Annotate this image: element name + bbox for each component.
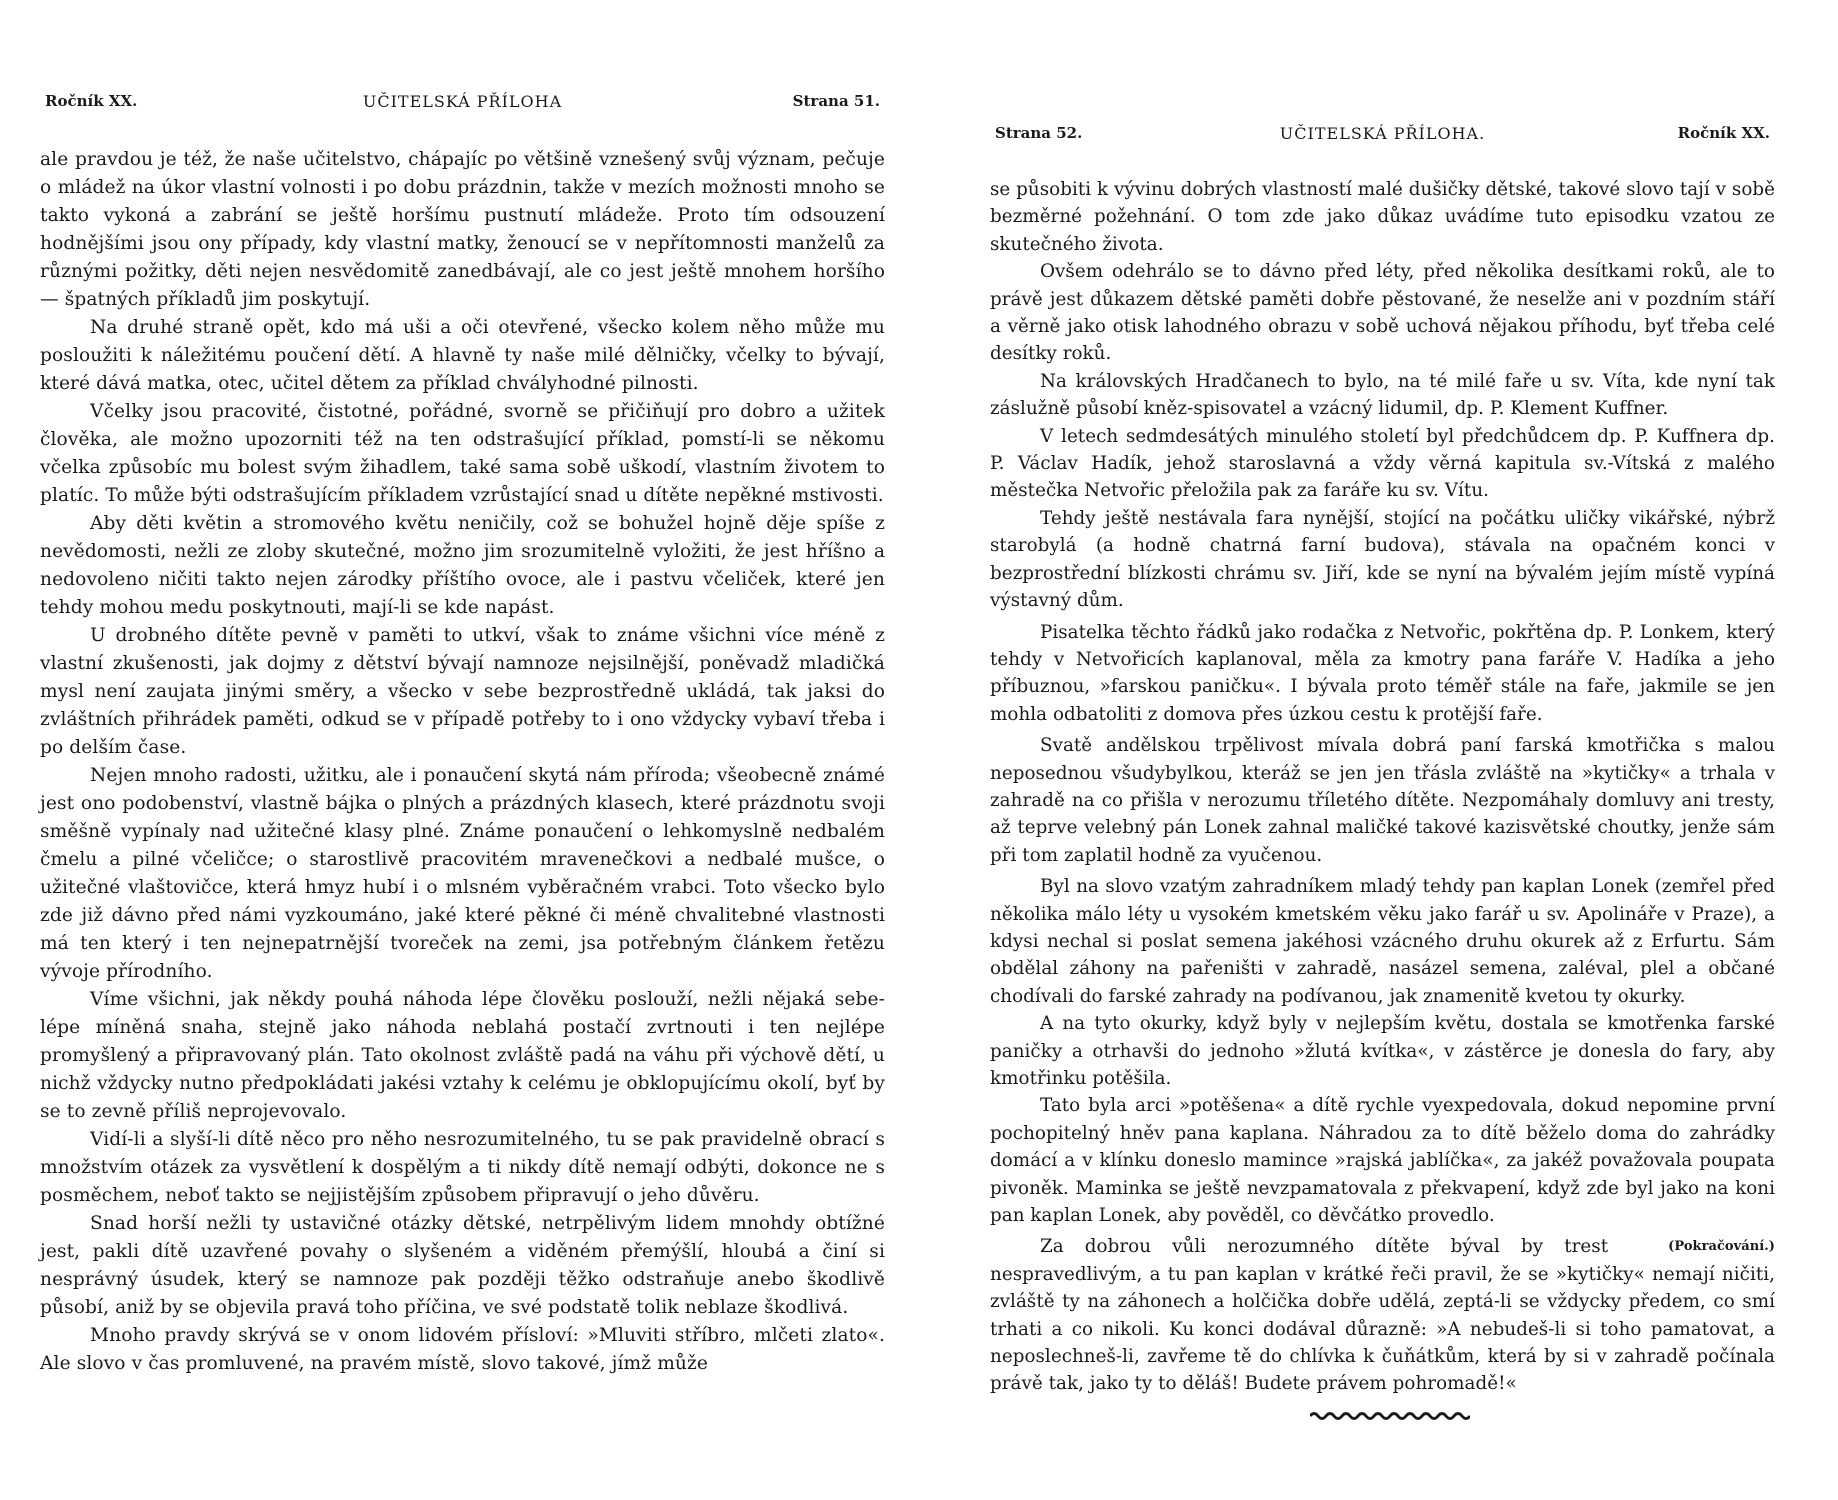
right-page-number: Strana 52. bbox=[995, 124, 1083, 142]
paragraph: Nejen mnoho radosti, užitku, ale i ponaučení skytá nám příroda; všeobecně známé jest ono podobenství, vlastně bájka o plných a prázdných klasech, které prázdnotu svoji směšně vypínaly nad užitečné klasy plné. Známe ponaučení o lehkomyslně nedbalém čmelu a pilné včeličce; o starostlivě pracovitém mravenečkovi a nedbalé mušce, o užitečné vlaštovičce, která hmyz hubí i o mlsném vyběračném vrabci. Toto všecko bylo zde již dávno před námi vyzkoumáno, jaké které pěkné či méně chvalitebné vlastnosti má ten který i ten nejnepatrnější tvoreček na zemi, jsa potřebným článkem řetězu vývoje přírodního. bbox=[40, 765, 885, 982]
right-running-head bbox=[990, 124, 1775, 154]
right-body-text bbox=[990, 176, 1775, 1398]
paragraph: A na tyto okurky, když byly v nejlepším květu, dostala se kmotřenka farské paničky a otrhavši do jednoho »žlutá kvítka«, v zástěrce je donesla do fary, aby kmotřinku potěšila. bbox=[990, 1013, 1775, 1089]
left-running-head bbox=[40, 92, 885, 122]
paragraph: Snad horší nežli ty ustavičné otázky dětské, netrpělivým lidem mnohdy obtížné jest, pakli dítě uzavřené povahy o slyšeném a viděném přemýšlí, hloubá a činí si nesprávný úsudek, který se namnoze pak později těžko odstraňuje anebo škodlivě působí, aniž by se objevila pravá toho příčina, ve své podstatě tolik neblaze škodlivá. bbox=[40, 1213, 885, 1318]
paragraph: Vidí-li a slyší-li dítě něco pro něho nesrozumitelného, tu se pak pravidelně obrací s množstvím otázek za vysvětlení k dospělým a ti nikdy dítě nemají odbýti, dokonce ne s posměchem, neboť takto se nejjistějším způsobem připravují o jeho důvěru. bbox=[40, 1129, 885, 1206]
paragraph: Tato byla arci »potěšena« a dítě rychle vyexpedovala, dokud nepomine první pochopitelný hněv pana kaplana. Náhradou za to dítě běželo doma do zahrádky domácí a v klínku doneslo mamince »rajská jablíčka«, za jakéž považovala poupata pivoněk. Maminka se ještě nevzpamatovala z překvapení, když zde byl jako na koni pan kaplan Lonek, aby pověděl, co děvčátko provedlo. bbox=[990, 1095, 1775, 1227]
paragraph-text: Za dobrou vůli nerozumného dítěte býval by trest nespravedlivým, a tu pan kaplan v krátké řeči pravil, že se »kytičky« nemají ničiti, zvláště ty na záhonech a holčička dobře udělá, zeptá-li se vždycky předem, co smí trhati a co nikoli. Ku konci dodával důrazně: »A nebudeš-li si toho pamatovat, a neposlechneš-li, zavřeme tě do chlívka k čuňátkům, která by si v zahradě počínala právě tak, jako ty to děláš! Budete právem pohromadě!« bbox=[990, 1236, 1775, 1395]
paragraph: Tehdy ještě nestávala fara nynější, stojící na počátku uličky vikářské, nýbrž starobylá (a hodně chatrná farní budova), stávala na opačném konci v bezprostřední blízkosti chrámu sv. Jiří, kde se nyní na bývalém jejím místě vypíná výstavný dům. bbox=[990, 507, 1775, 612]
paragraph: Svatě andělskou trpělivost mívala dobrá paní farská kmotřička s malou neposednou všudybylkou, kteráž se jen jen třásla zvláště na »kytičky« a trhala v zahradě na co přišla v nerozumu tříletého dítěte. Nezpomáhaly domluvy ani tresty, až teprve velebný pán Lonek zahnal maličké takové kazisvětské choutky, jenže sám při tom zaplatil hodně za vyučenou. bbox=[990, 735, 1775, 866]
paragraph: Víme všichni, jak někdy pouhá náhoda lépe člověku poslouží, nežli nějaká sebe-lépe míněná snaha, stejně jako náhoda neblahá postačí zvrtnouti i ten nejlépe promyšlený a připravovaný plán. Tato okolnost zvláště padá na váhu při výchově dětí, u nichž vždycky nutno předpokládati jakési vztahy k celému je obklopujícímu okolí, byť by se to zevně příliš neprojevovalo. bbox=[40, 989, 885, 1122]
continuation-note: (Pokračování.) bbox=[1668, 1239, 1775, 1255]
right-supplement-title: UČITELSKÁ PŘÍLOHA. bbox=[1279, 124, 1486, 143]
paragraph: V letech sedmdesátých minulého století byl předchůdcem dp. P. Kuffnera dp. P. Václav Hadík, jehož staroslavná a vždy věrná kapitula sv.-Vítská z malého městečka Netvořic přeložila pak za faráře ku sv. Vítu. bbox=[990, 425, 1775, 502]
paragraph: Ovšem odehrálo se to dávno před léty, před několika desítkami roků, ale to právě jest důkazem dětské paměti dobře pěstované, že neselže ani v pozdním stáří a věrně jako otisk lahodného obrazu v sobě uchová nějakou příhodu, byť třeba celé desítky roků. bbox=[990, 261, 1775, 365]
right-volume-label: Ročník XX. bbox=[1677, 124, 1770, 142]
left-volume-label: Ročník XX. bbox=[45, 92, 138, 110]
paragraph: Pisatelka těchto řádků jako rodačka z Netvořic, pokřtěna dp. P. Lonkem, který tehdy v Netvořicích kaplanoval, měla za kmotry pana faráře V. Hadíka a jeho příbuznou, »farskou paničku«. I bývala proto téměř stále na faře, jakmile se jen mohla odbatoliti z domova přes úzkou cestu k protější faře. bbox=[990, 621, 1775, 725]
left-body-text bbox=[40, 146, 885, 1378]
left-supplement-title: UČITELSKÁ PŘÍLOHA bbox=[362, 92, 563, 111]
paragraph: se působiti k vývinu dobrých vlastností malé dušičky dětské, takové slovo tají v sobě bezměrné požehnání. O tom zde jako důkaz uvádíme tuto episodku vzatou ze skutečného života. bbox=[990, 179, 1775, 255]
paragraph: Byl na slovo vzatým zahradníkem mladý tehdy pan kaplan Lonek (zemřel před několika málo léty u vysokém kmetském věku jako farář u sv. Apolináře v Praze), a kdysi nechal si poslat semena jakéhosi vzácného druhu okurek až z Erfurtu. Sám obdělal záhony na pařeništi v zahradě, nasázel semena, zaléval, plel a občané chodívali do farské zahrady na podívanou, jak znamenitě kvetou ty okurky. bbox=[990, 876, 1775, 1007]
paragraph: Včelky jsou pracovité, čistotné, pořádné, svorně se přičiňují pro dobro a užitek člověka, ale možno upozorniti též na ten odstrašující příklad, pomstí-li se někomu včelka způsobíc mu bolest svým žihadlem, také sama sobě uškodí, vlastním životem to platíc. To může býti odstrašujícím příkladem vzrůstající snad u dítěte nepěkné mstivosti. bbox=[40, 401, 885, 506]
paragraph: Na královských Hradčanech to bylo, na té milé faře u sv. Víta, kde nyní tak záslužně působí kněz-spisovatel a vzácný lidumil, dp. P. Klement Kuffner. bbox=[990, 370, 1775, 420]
left-page-number: Strana 51. bbox=[792, 92, 880, 110]
paragraph: ale pravdou je též, že naše učitelstvo, chápajíc po většině vznešený svůj význam, pečuje o mládež na úkor vlastní volnosti i po dobu prázdnin, takže v mezích možnosti mnoho se takto vykoná a zabrání se ještě horšímu pustnutí mládeže. Proto tím odsouzení hodnějšími jsou ony případy, kdy vlastní matky, ženoucí se v nepřítomnosti manželů za různými požitky, děti nejen nesvědomitě zanedbávají, ale co jest ještě mnohem horšího — špatných příkladů jim poskytují. bbox=[40, 149, 885, 310]
paragraph: Mnoho pravdy skrývá se v onom lidovém přísloví: »Mluviti stříbro, mlčeti zlato«. Ale slovo v čas promluvené, na pravém místě, slovo takové, jímž může bbox=[40, 1325, 885, 1374]
paragraph: U drobného dítěte pevně v paměti to utkví, však to známe všichni více méně z vlastní zkušenosti, jak dojmy z dětství bývají namnoze nejsilnější, poněvadž mladičká mysl není zaujata jinými směry, a všecko v sebe bezprostředně ukládá, tak jaksi do zvláštních přihrádek paměti, odkud se v případě potřeby to i ono vždycky vybaví třeba i po delším čase. bbox=[40, 625, 885, 758]
paragraph: Aby děti květin a stromového květu neničily, což se bohužel hojně děje spíše z nevědomosti, nežli ze zloby skutečné, možno jim srozumitelně vyložiti, že jest hříšno a nedovoleno ničiti takto nejen zárodky příštího ovoce, ale i pastvu včeliček, které jen tehdy mohou medu poskytnouti, mají-li se kde napást. bbox=[40, 513, 885, 618]
wavy-divider-ornament bbox=[1310, 1410, 1470, 1422]
last-paragraph bbox=[990, 1233, 1775, 1397]
paragraph: Na druhé straně opět, kdo má uši a oči otevřené, všecko kolem něho může mu posloužiti k náležitému poučení dětí. A hlavně ty naše milé dělničky, včelky to bývají, které dává matka, otec, učitel dětem za příklad chvályhodné pilnosti. bbox=[40, 317, 885, 394]
